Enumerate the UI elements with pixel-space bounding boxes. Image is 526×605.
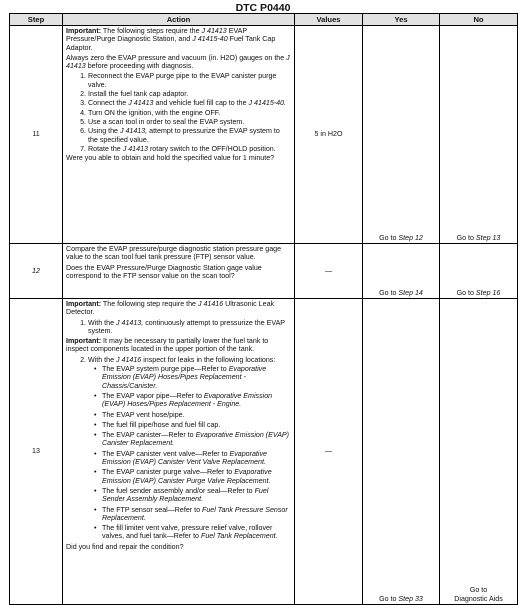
important-note: Important: The following step require the J 41416 Ultrasonic Leak Detector. (66, 300, 275, 317)
step-link[interactable]: Step 14 (398, 288, 423, 297)
reference-link[interactable]: Evaporative Emission (EVAP) Canister Vent Valve Replacement. (102, 449, 267, 467)
step-link[interactable]: Step 13 (475, 233, 501, 242)
diagnostic-table (9, 13, 518, 605)
zero-gauges-note: Always zero the EVAP pressure and vacuum (in. H2O) gauges on the J 41413 before proceeding with diagnosis. (66, 53, 290, 71)
location-list (88, 365, 291, 541)
table-row (10, 26, 518, 244)
question: Were you able to obtain and hold the specified value for 1 minute? (66, 154, 275, 163)
step-number: 13 (10, 299, 63, 605)
list-item: 5. Use a scan tool in order to seal the EVAP system. (88, 118, 291, 126)
question: Does the EVAP Pressure/Purge Diagnostic Station gage value correspond to the FTP sensor value on the scan tool? (66, 263, 262, 280)
step-number: 12 (10, 244, 63, 299)
action-cell (63, 244, 295, 299)
header-step: Step (10, 14, 63, 26)
no-line-1: Go to (469, 586, 488, 595)
location-item: • The EVAP vapor pipe—Refer to Evaporative Emission (EVAP) Hoses/Pipes Replacement - Engine. (102, 392, 291, 409)
reference-link[interactable]: Fuel Tank Pressure Sensor Replacement. (102, 505, 288, 522)
reference-link[interactable]: Fuel Tank Replacement. (200, 532, 278, 541)
reference-link[interactable]: Evaporative Emission (EVAP) Hoses/Pipes Replacement - Chassis/Canister. (102, 365, 267, 390)
list-item: 6. Using the J 41413, attempt to pressurize the EVAP system to the specified value. (88, 127, 291, 144)
step-link[interactable]: Step 16 (475, 288, 501, 297)
location-item: • The fuel sender assembly and/or seal—Refer to Fuel Sender Assembly Replacement. (102, 487, 291, 504)
list-item: 3. Connect the J 41413 and vehicle fuel fill cap to the J 41415-40. (88, 99, 291, 107)
location-item: • The fill limiter vent valve, pressure relief valve, rollover valves, and fuel tank—Refer to Fuel Tank Replacement. (102, 524, 291, 541)
diagnostic-aids-link[interactable]: Diagnostic Aids (454, 594, 503, 603)
important-note: Important: The following steps require the J 41413 EVAP Pressure/Purge Diagnostic Station, and J 41415-40 Fuel Tank Cap Adaptor. (66, 27, 276, 52)
table-row (10, 244, 518, 299)
header-row (10, 14, 518, 26)
step-number: 11 (10, 26, 63, 244)
action-cell (63, 299, 295, 605)
location-item: • The EVAP canister—Refer to Evaporative Emission (EVAP) Canister Replacement. (102, 431, 291, 448)
action-cell (63, 26, 295, 244)
location-item: • The EVAP canister vent valve—Refer to Evaporative Emission (EVAP) Canister Vent Valve Replacement. (102, 450, 291, 467)
value-cell: — (295, 244, 363, 299)
no-cell: Go to Step 16 (440, 244, 518, 299)
question: Did you find and repair the condition? (66, 542, 184, 551)
list-item: 4. Turn ON the ignition, with the engine OFF. (88, 109, 291, 117)
reference-link[interactable]: Evaporative Emission (EVAP) Canister Purge Valve Replacement. (102, 468, 272, 485)
list-item: 1. Reconnect the EVAP purge pipe to the EVAP canister purge valve. (88, 72, 291, 89)
list-item: 7. Rotate the J 41413 rotary switch to the OFF/HOLD position. (88, 145, 291, 153)
no-cell (440, 299, 518, 605)
step-link[interactable]: Step 33 (398, 594, 423, 603)
page-title: DTC P0440 (235, 2, 291, 14)
list-item: 2. With the J 41416 inspect for leaks in the following locations: • The EVAP system purge pipe—Refer to Evaporative Emission (EVAP) Hoses/Pipes Replacement - Chassis/Canister. • The EVAP vapor pipe—Refer to Evaporative Emission (EVAP) Hoses/Pipes Replacement - Engine. • The EVAP vent hose/pipe. • The fuel fill pipe/hose and fuel fill cap. • The EVAP canister—Refer to Evaporative Emission (EVAP) Canister Replacement. • The EVAP canister vent valve—Refer to Evaporative Emission (EVAP) Canister Vent Valve Replacement. • The EVAP canister purge valve—Refer to Evaporative Emission (EVAP) Canister Purge Valve Replacement. • The fuel sender assembly and/or seal—Refer to Fuel Sender Assembly Replacement. • The FTP sensor seal—Refer to Fuel Tank Pressure Sensor Replacement. • The fill limiter vent valve, pressure relief valve, rollover valves, and fuel tank—Refer to Fuel Tank Replacement. (88, 356, 291, 541)
reference-link[interactable]: Evaporative Emission (EVAP) Canister Replacement. (102, 431, 290, 448)
header-values: Values (295, 14, 363, 26)
reference-link[interactable]: Evaporative Emission (EVAP) Hoses/Pipes Replacement - Engine. (102, 391, 273, 409)
instruction: Compare the EVAP pressure/purge diagnostic station pressure gage value to the scan tool fuel tank pressure (FTP) sensor value. (66, 245, 282, 262)
location-item: • The EVAP system purge pipe—Refer to Evaporative Emission (EVAP) Hoses/Pipes Replacement - Chassis/Canister. (102, 365, 291, 390)
important-note: Important: It may be necessary to partially lower the fuel tank to inspect components located in the upper portion of the tank. (66, 337, 269, 354)
procedure-list (66, 72, 291, 153)
header-no: No (440, 14, 518, 26)
location-item: • The fuel fill pipe/hose and fuel fill cap. (102, 421, 291, 429)
value-cell: 5 in H2O (295, 26, 363, 244)
reference-link[interactable]: Fuel Sender Assembly Replacement. (102, 486, 269, 504)
step-link[interactable]: Step 12 (398, 233, 423, 242)
header-yes: Yes (363, 14, 440, 26)
procedure-list (66, 319, 291, 541)
yes-cell: Go to Step 14 (363, 244, 440, 299)
location-item: • The FTP sensor seal—Refer to Fuel Tank Pressure Sensor Replacement. (102, 506, 291, 523)
value-cell: — (295, 299, 363, 605)
list-item: 1. With the J 41413, continuously attempt to pressurize the EVAP system. Important: It may be necessary to partially lower the fuel tank to inspect components located in the upper portion of the tank. (88, 319, 291, 354)
no-cell: Go to Step 13 (440, 26, 518, 244)
yes-cell: Go to Step 12 (363, 26, 440, 244)
location-item: • The EVAP canister purge valve—Refer to Evaporative Emission (EVAP) Canister Purge Valve Replacement. (102, 468, 291, 485)
table-row (10, 299, 518, 605)
location-item: • The EVAP vent hose/pipe. (102, 411, 291, 419)
header-action: Action (63, 14, 295, 26)
list-item: 2. Install the fuel tank cap adaptor. (88, 90, 291, 98)
yes-cell: Go to Step 33 (363, 299, 440, 605)
